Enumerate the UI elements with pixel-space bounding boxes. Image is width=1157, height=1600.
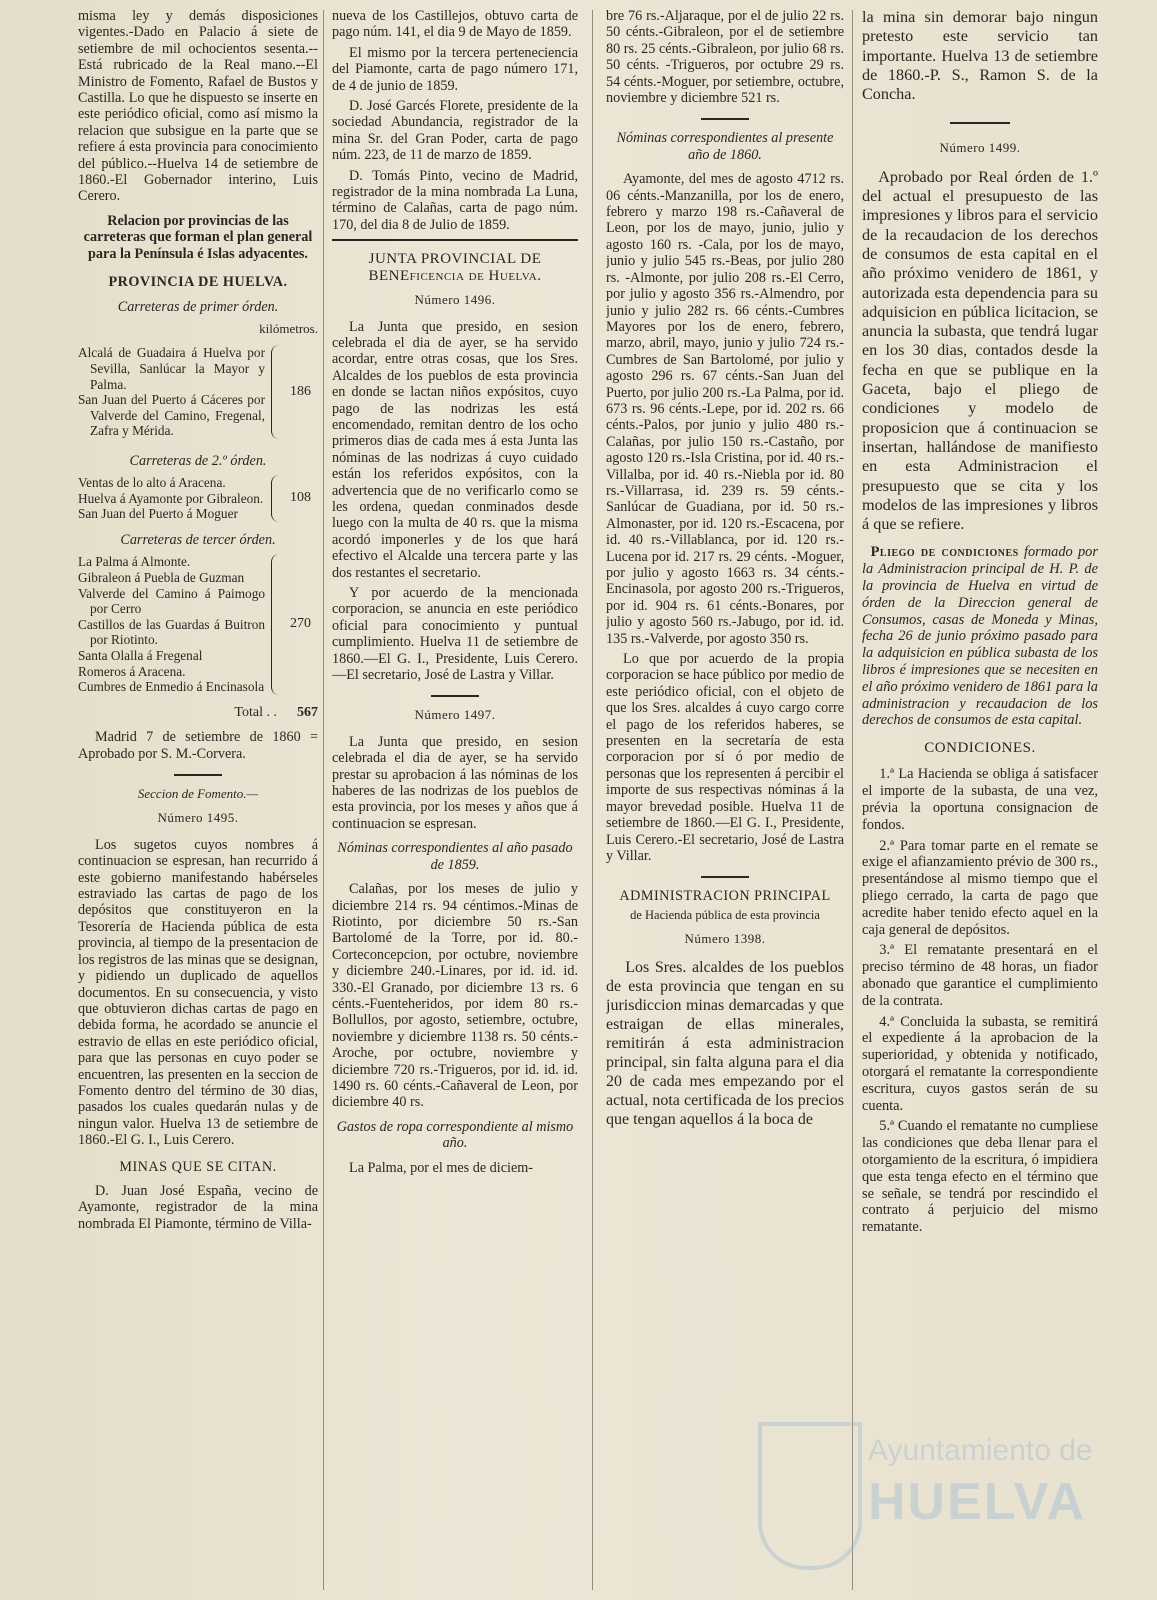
section-divider [950, 122, 1010, 124]
mine-entry: nueva de los Castillejos, obtuvo carta de pago núm. 141, el dia 9 de Mayo de 1859. [332, 8, 578, 41]
kilometros-label: kilómetros. [259, 320, 318, 336]
section-divider [332, 239, 578, 241]
condition-1: 1.ª La Hacienda se obliga á satisfacer el importe de la subasta, de una vez, prévia la oportuna consignacion de fondos. [862, 766, 1098, 833]
nominas-1859-heading: Nóminas correspondientes al año pasado de 1859. [337, 840, 573, 873]
section-divider [174, 774, 222, 776]
column-3 [606, 8, 844, 1596]
minas-heading: MINAS QUE SE CITAN. [119, 1158, 277, 1175]
acuerdo-paragraph: Lo que por acuerdo de la propia corporacion se hace público por medio de este periódico oficial, con el objeto de que los Sres. alcaldes á cuyo cargo corre el pago de los referidos haberes, se presenten en la secretaría de esta corporacion por sí ó por medio de personas que los representen á percibir el importe de sus respectivas nóminas á la mayor brevedad posible. Huelva 11 de setiembre de 1860.—El G. I., Presidente, Luis Cerero.-El secretario, José de Lastra y Villar. [606, 651, 844, 864]
column-rule [852, 10, 853, 1590]
road-list-1 [78, 345, 265, 439]
condiciones-heading: CONDICIONES. [924, 740, 1036, 757]
notice-1496: La Junta que presido, en sesion celebrada el dia de ayer, se ha servido acordar, entre otras cosas, que los Sres. Alcaldes de los pueblos de esta provincia en donde se lactan niños expósitos, cuyo pago de las nodrizas les está encomendado, remitan dentro de los ocho primeros dias de cada mes á esta Junta las nóminas de las nodrizas á cuyo cuidado están los referidos expósitos, con la advertencia que de no verificarlo como se les ordena, quedan conminados desde luego con la multa de 40 rs. que la misma acordó imponerles y de los que hará efectivo el Alcalde una tercera parte y las dos restantes el secretario. [332, 318, 578, 581]
admin-subheading: de Hacienda pública de esta provincia [630, 907, 820, 922]
numero-1497: Número 1497. [414, 707, 496, 723]
primer-orden-heading: Carreteras de primer órden. [117, 298, 279, 315]
road-group-1 [78, 345, 318, 439]
gastos-heading: Gastos de ropa correspondiente al mismo año. [336, 1118, 574, 1152]
condition-4: 4.ª Concluida la subasta, se remitirá el expediente á la aprobacion de la superioridad, y obtenida y notificado, otorgará el rematante la correspondiente escritura, cuyos gastos serán de su cuenta. [862, 1013, 1098, 1114]
admin-heading: ADMINISTRACION PRINCIPAL [619, 888, 831, 905]
road-item: San Juan del Puerto á Moguer [78, 506, 238, 522]
numero-1499: Número 1499. [939, 140, 1021, 156]
road-item: Santa Olalla á Fregenal [78, 648, 203, 664]
notice-1497: La Junta que presido, en sesion celebrada el dia de ayer, se ha servido prestar su aprobacion á las nóminas de los haberes de las nodrizas de los pueblos de esta provincia, por los meses y años que á continuacion se espresan. [332, 733, 578, 832]
brace [271, 345, 286, 439]
column-rule [323, 10, 324, 1590]
nominas-1860-heading: Nóminas correspondientes al presente año de 1860. [616, 130, 834, 163]
road-group-2 [78, 475, 318, 522]
province-heading: PROVINCIA DE HUELVA. [108, 274, 288, 291]
mine-entry: D. Tomás Pinto, vecino de Madrid, registrador de la mina nombrada La Luna, término de Calañas, carta de pago núm. 170, del dia 8 de Julio de 1859. [332, 167, 578, 233]
road-item: Huelva á Ayamonte por Gibraleon. [78, 490, 264, 506]
pliego-title: Pliego de condiciones [870, 544, 1019, 561]
section-divider [701, 118, 749, 120]
notice-1495: Los sugetos cuyos nombres á continuacion se espresan, han recurrido á este gobierno manifestando habérseles estraviado las cartas de pago de los depósitos que constituyeron en la Tesorería de Hacienda pública de esta provincia, al tiempo de la presentacion de los registros de las minas que se designan, y pidiendo un duplicado de aquellos documentos. En su consecuencia, y visto que obtuvieron dichas cartas de pago en debida forma, he acordado se anuncie el estravio de ellas en este periódico oficial, para que las personas en cuyo poder se encuentren, las presenten en la seccion de Fomento dentro del término de 30 dias, pasados los cuales quedarán nulas y de ningun valor. Huelva 13 de setiembre de 1860.-El G. I., Luis Cerero. [78, 836, 318, 1149]
watermark-line-2: HUELVA [868, 1473, 1087, 1531]
junta-heading: JUNTA PROVINCIAL DE BENEficencia de Huelva. [368, 251, 542, 284]
column-4 [862, 8, 1098, 1596]
numero-1495: Número 1495. [157, 810, 239, 826]
condition-3: 3.ª El rematante presentará en el preciso término de 48 horas, un fiador abonado que garantice el cumplimiento de la contrata. [862, 942, 1098, 1009]
tercer-orden-heading: Carreteras de tercer órden. [120, 532, 276, 549]
road-item: Alcalá de Guadaira á Huelva por Sevilla, Sanlúcar la Mayor y Palma. [78, 345, 265, 392]
road-item: Romeros á Aracena. [78, 663, 186, 679]
km-value-1: 186 [290, 383, 311, 399]
madrid-approval: Madrid 7 de setiembre de 1860 = Aprobado por S. M.-Corvera. [78, 729, 318, 762]
road-item: La Palma á Almonte. [78, 554, 191, 570]
column-rule [592, 10, 593, 1590]
pliego-paragraph [862, 544, 1098, 729]
column-1 [78, 8, 318, 1596]
total-label: Total . . [234, 704, 277, 720]
pliego-description: formado por la Administracion principal de H. P. de la provincia de Huelva en virtud de órden de la Direccion general de Consumos, casas de Moneda y Minas, fecha 26 de junio próximo pasado para la adquisicion en pública subasta de los libros é impresiones que se necesiten en el año próximo venidero de 1861 para la administracion y recaudacion de los derechos de consumos de esta capital. [862, 544, 1098, 729]
km-value-2: 108 [290, 490, 311, 506]
nominas-1860-list: Ayamonte, del mes de agosto 4712 rs. 06 cénts.-Manzanilla, por los de enero, febrero y marzo 198 rs.-Cañaveral de Leon, por los de mayo, junio, julio y agosto 160 rs. -Cala, por los de mayo, junio y julio 545 rs.-Beas, por julio 280 rs. -Almonte, por julio 208 rs.-El Cerro, por julio y agosto 356 rs.-Almendro, por junio y julio 282 rs. 66 cénts.-Cumbres Mayores por los de enero, febrero, marzo, abril, mayo, junio y julio 724 rs.-Cumbres de San Bartolomé, por julio y agosto 296 rs. 67 cénts.-San Juan del Puerto, por julio 200 rs.-La Palma, por id. 673 rs. 96 cénts.-Lepe, por id. 202 rs. 66 cénts.-Palos, por junio y julio 480 rs.-Calañas, por julio 150 rs.-Castaño, por agosto 120 rs.-Isla Cristina, por id. 40 rs.-Villalba, por id. 40 rs.-Niebla por id. 80 rs.-Villarrasa, id. 239 rs. 59 cénts.-Sanlúcar de Guadiana, por id. 50 rs.-Almonaster, por id. 120 rs.-Escacena, por id. 40 rs.-Villablanca, por id. 120 rs.-Lucena por id. 217 rs. 29 cénts. -Moguer, por julio y agosto 1663 rs. 34 cénts.-Encinasola, por agosto 200 rs.-Trigueros, por id. 904 rs. 61 cénts.-Bonares, por julio y agosto 560 rs.-Jabugo, por id. id. 135 rs.-Valverde, por agosto 350 rs. [606, 171, 844, 647]
segundo-orden-heading: Carreteras de 2.º órden. [129, 452, 267, 469]
mine-entry: El mismo por la tercera perteneciencia del Piamonte, carta de pago número 171, de 4 de junio de 1859. [332, 44, 578, 94]
gastos-paragraph: La Palma, por el mes de diciem- [349, 1159, 534, 1176]
brace [271, 554, 286, 694]
mine-entry: D. José Garcés Florete, presidente de la sociedad Abundancia, registrador de la mina Sr. del Gran Poder, carta de pago núm. 223, de 11 de marzo de 1859. [332, 98, 578, 164]
minas-paragraph: D. Juan José España, vecino de Ayamonte, registrador de la mina nombrada El Piamonte, término de Villa- [78, 1182, 318, 1232]
road-list-2 [78, 475, 265, 522]
watermark-line-1: Ayuntamiento de [868, 1434, 1093, 1467]
seccion-fomento-heading: Seccion de Fomento.— [137, 786, 259, 802]
road-item: Castillos de las Guardas á Buitron por Riotinto. [78, 616, 265, 648]
notice-1499: Aprobado por Real órden de 1.º del actual el presupuesto de las impresiones y libros para el servicio de la recaudacion de los derechos de consumos de esta capital en el año próximo venidero de 1861, y autorizada esta dependencia para su adquisicion en pública licitacion, se anuncia la subasta, que tendrá lugar en los 30 dias, contados desde la fecha en que se publique en la Gaceta, bajo el pliego de condiciones y modelo de proposicion que á continuacion se insertan, hallándose de manifiesto en esta Administracion el presupuesto que se cita y los modelos de las impresiones y libros á que se refiere. [862, 167, 1098, 534]
relacion-heading: Relacion por provincias de las carreteras que forman el plan general para la Península é Islas adyacentes. [83, 212, 313, 262]
brace [271, 475, 286, 522]
condition-5: 5.ª Cuando el rematante no cumpliese las condiciones que deba llenar para el otorgamiento de la escritura, ó impidiera que esta tenga efecto en el término que se señale, se tendrá por rescindido el contrato á perjuicio del mismo rematante. [862, 1118, 1098, 1236]
road-item: San Juan del Puerto á Cáceres por Valverde del Camino, Fregenal, Zafra y Mérida. [78, 392, 265, 439]
gastos-continued: bre 76 rs.-Aljaraque, por el de julio 22 rs. 50 cénts.-Gibraleon, por el de setiembre 80 rs. 25 cénts.-Gibraleon, por julio 68 rs. 50 cénts. -Trigueros, por octubre 29 rs. 54 cénts.-Moguer, por setiembre, octubre, noviembre y diciembre 521 rs. [606, 8, 844, 107]
total-row [78, 705, 318, 721]
road-group-3 [78, 554, 318, 694]
km-value-3: 270 [290, 616, 311, 632]
road-item: Gibraleon á Puebla de Guzman [78, 570, 245, 586]
total-value: 567 [297, 704, 318, 720]
notice-1398: Los Sres. alcaldes de los pueblos de esta provincia que tengan en su jurisdiccion minas demarcadas y que estraigan de ellas minerales, remitirán á esta administracion principal, sin falta alguna para el dia 20 de cada mes empezando por el actual, nota certificada de los precios que tengan aquellos á la boca de [606, 958, 844, 1128]
notice-1398-continued: la mina sin demorar bajo ningun pretesto este servicio tan importante. Huelva 13 de setiembre de 1860.-P. S., Ramon S. de la Concha. [862, 8, 1098, 104]
road-list-3 [78, 554, 265, 694]
section-divider [701, 876, 749, 878]
road-item: Valverde del Camino á Paimogo por Cerro [78, 585, 265, 617]
road-item: Cumbres de Enmedio á Encinasola [78, 679, 265, 695]
notice-1496-b: Y por acuerdo de la mencionada corporacion, se anuncia en este periódico oficial para conocimiento y puntual cumplimiento. Huelva 11 de setiembre de 1860.—El G. I., Presidente, Luis Cerero.—El secretario, José de Lastra y Villar. [332, 585, 578, 684]
section-divider [431, 695, 479, 697]
nominas-1859-list: Calañas, por los meses de julio y diciembre 214 rs. 94 céntimos.-Minas de Riotinto, por diciembre 50 rs.-San Bartolomé de la Torre, por id. 80.-Corteconcepcion, por octubre, noviembre y diciembre 240.-Linares, por id. id. id. 330.-El Granado, por diciembre 13 rs. 6 cénts.-Fuenteheridos, por idem 80 rs.-Bollullos, por agosto, setiembre, octubre, noviembre y diciembre 1138 rs. 50 cénts.-Aroche, por octubre, noviembre y diciembre 720 rs.-Trigueros, por id. id. id. 1490 rs. 60 cénts.-Cañaveral de Leon, por diciembre 40 rs. [332, 881, 578, 1111]
condition-2: 2.ª Para tomar parte en el remate se exige el afianzamiento prévio de 300 rs., presentándose al mismo tiempo que el pliego cerrado, la carta de pago que acredite haber tenido efecto aquel en la caja general de depósitos. [862, 837, 1098, 938]
decree-ending-paragraph: misma ley y demás disposiciones vigentes.-Dado en Palacio á siete de setiembre de mil ochocientos sesenta.--Está rubricado de la Real mano.--El Ministro de Fomento, Rafael de Bustos y Castilla. Lo que he dispuesto se inserte en este periódico oficial, como así mismo la relacion que subsigue en la parte que se refiere á esta provincia para conocimiento del público.--Huelva 14 de setiembre de 1860.-El Gobernador interino, Luis Cerero. [78, 8, 318, 205]
numero-1398: Número 1398. [684, 931, 766, 947]
road-item: Ventas de lo alto á Aracena. [78, 475, 226, 491]
numero-1496: Número 1496. [414, 292, 496, 308]
column-2 [332, 8, 578, 1596]
